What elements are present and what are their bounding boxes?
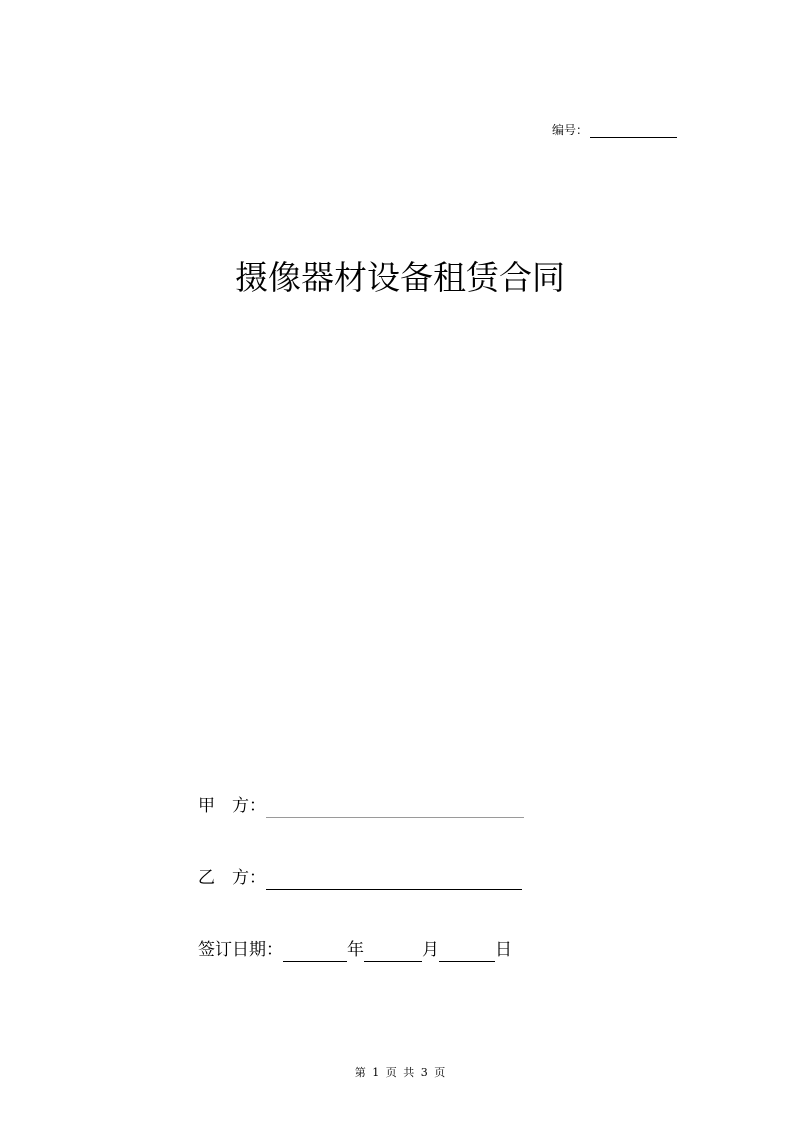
contract-number-label: 编号： (552, 123, 589, 137)
party-a-blank (266, 797, 524, 818)
party-a-label: 甲 方： (198, 796, 266, 816)
contract-number-blank (590, 123, 677, 138)
sign-date-label: 签订日期： (198, 940, 283, 960)
year-label: 年 (347, 940, 364, 960)
contract-number (552, 122, 677, 138)
party-b-blank (266, 869, 522, 890)
day-label: 日 (495, 940, 512, 960)
party-a-field (198, 794, 524, 818)
sign-day-blank (439, 941, 495, 962)
party-b-label: 乙 方： (198, 868, 266, 888)
sign-year-blank (283, 941, 347, 962)
sign-date-field (198, 938, 512, 962)
month-label: 月 (422, 940, 439, 960)
document-title: 摄像器材设备租赁合同 (235, 258, 565, 297)
sign-month-blank (364, 941, 422, 962)
page-indicator: 第 1 页 共 3 页 (354, 1066, 446, 1079)
party-b-field (198, 866, 522, 890)
